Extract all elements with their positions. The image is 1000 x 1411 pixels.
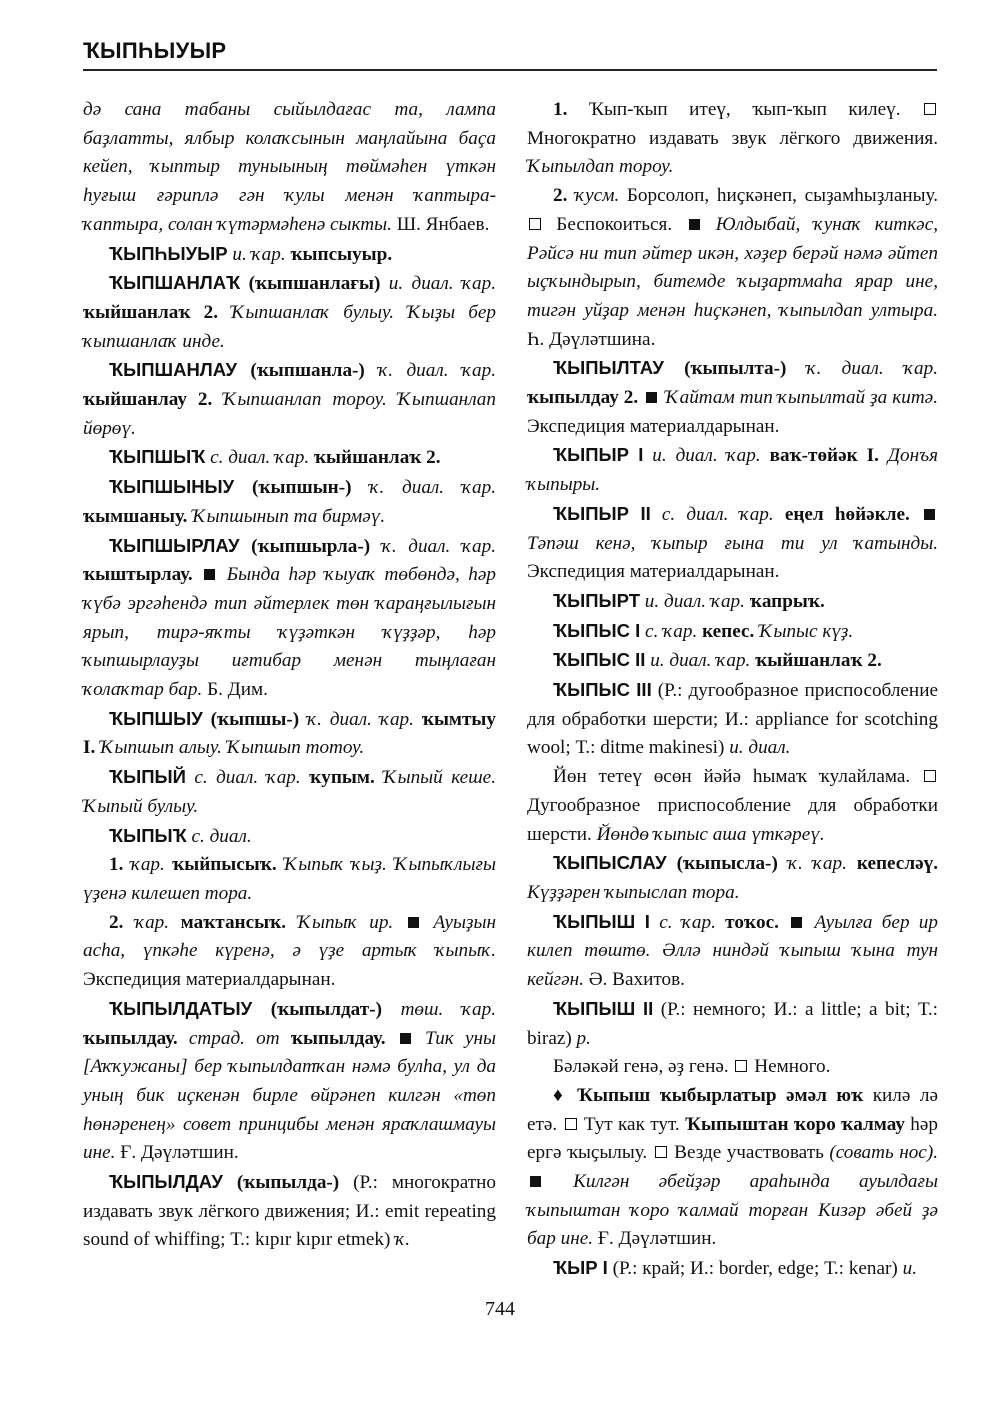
bold-text: (ҡыпылта-)	[663, 358, 787, 380]
bold-text: (ҡыпылдат-)	[252, 998, 382, 1020]
example-marker-icon	[791, 917, 802, 928]
dictionary-entry	[83, 705, 496, 763]
dictionary-entry	[527, 354, 938, 441]
bold-text: 1.	[553, 99, 568, 120]
text: һәр ергә ҡыҫылыу.	[527, 1113, 938, 1164]
entry-continuation	[83, 96, 496, 240]
italic-text: ҡар.	[123, 854, 165, 876]
bold-text: 2.	[553, 185, 568, 207]
text: Немного.	[749, 1056, 831, 1078]
text: Тут как тут.	[578, 1113, 686, 1135]
translation-marker-icon	[924, 103, 936, 115]
translation-marker-icon	[655, 1146, 667, 1158]
headword: ҠЫПЫЛДАУ	[109, 1171, 223, 1193]
left-column	[83, 96, 496, 1255]
dictionary-entry	[527, 500, 938, 587]
headword: ҠЫПЫС II	[553, 649, 646, 671]
italic-text: ҡ. диал. ҡар.	[351, 477, 496, 499]
italic-text: и.	[897, 1258, 917, 1280]
translation-marker-icon	[565, 1118, 577, 1130]
dictionary-entry	[527, 587, 938, 617]
italic-text: и. диал. ҡар.	[380, 273, 496, 295]
dictionary-entry	[527, 1082, 938, 1254]
bold-text: ҡыйшанлау 2.	[83, 389, 213, 411]
dictionary-entry	[527, 763, 938, 849]
text: (Р.: дугообразное приспособление для обработки шерсти; И.: appliance for scotching wool; Т.: ditme makinesi)	[527, 680, 938, 759]
headword: ҠЫПЫШ I	[553, 910, 650, 932]
italic-text: ҡ. диал. ҡар.	[370, 535, 496, 557]
italic-text: с. диал. ҡар.	[185, 767, 301, 789]
dictionary-entry	[83, 763, 496, 821]
italic-text: ҡ. диал. ҡар.	[364, 360, 496, 382]
bold-text: ҡыйшанлаҡ 2.	[83, 301, 218, 323]
bold-text: (ҡыпшанлағы)	[240, 273, 381, 295]
text: Һ. Дәүләтшина.	[527, 328, 656, 350]
italic-text: Күҙҙәрен ҡыпыслап тора.	[527, 881, 740, 903]
italic-text: Ҡыпшанлаҡ булыу. Ҡыҙы бер ҡыпшанлаҡ инде.	[83, 301, 497, 352]
text: Экспедиция материалдарынан.	[527, 561, 780, 583]
bold-text: кепес.	[697, 620, 755, 642]
text: Ш. Янбаев.	[391, 213, 490, 235]
dictionary-entry	[83, 269, 496, 356]
text: Йөн тетеү өсөн йәйә һымаҡ ҡулайлама.	[553, 766, 911, 788]
italic-text: Ҡайтам тип ҡыпылтай ҙа китә.	[660, 387, 938, 409]
headword: ҠЫПШЫРЛАУ	[109, 534, 240, 556]
italic-text: Ауылға бер ир килеп төштө. Әллә ниндәй ҡыпыш ҡына тун кейгән.	[527, 911, 938, 991]
bold-text: 1.	[109, 854, 124, 876]
text: Ҡып-ҡып итеү, ҡып-ҡып килеү.	[567, 99, 901, 120]
example-marker-icon	[530, 1176, 541, 1187]
dictionary-entry	[527, 1053, 938, 1082]
italic-text: с. ҡар.	[649, 911, 716, 933]
example-marker-icon	[646, 392, 657, 403]
text: Везде участвовать	[668, 1142, 824, 1164]
bold-text: ҡыйшанлаҡ 2.	[750, 650, 882, 672]
italic-text: Тәпәш кенә, ҡыпыр ғына ти ул ҡатынды.	[527, 532, 938, 554]
dictionary-entry	[527, 182, 938, 354]
bold-text: маҡтансыҡ.	[169, 911, 286, 933]
translation-marker-icon	[924, 770, 936, 782]
bold-text: ҡымтыу I.	[83, 708, 496, 759]
headword: ҠЫПЫРТ	[553, 589, 640, 611]
bold-text: еңел һөйәкле.	[773, 503, 910, 525]
headword: ҠЫПЫЙ	[109, 766, 186, 788]
italic-text: ҡ. диал. ҡар.	[786, 358, 938, 380]
dictionary-entry	[527, 1254, 938, 1284]
bold-text: ҡымшаныу.	[83, 505, 188, 527]
bold-text: ҡыпылдау.	[279, 1027, 386, 1049]
italic-text: и. диал.	[724, 737, 791, 759]
italic-text: с. ҡар.	[640, 620, 698, 642]
italic-text: Ҡыпый кеше. Ҡыпый булыу.	[83, 767, 496, 817]
italic-text: Ҡыпшанлап тороу. Ҡыпшанлап йөрөү.	[83, 389, 496, 439]
italic-text: төш. ҡар.	[381, 998, 496, 1020]
dictionary-entry	[527, 96, 938, 182]
text: (Р.: многократно издавать звук лёгкого движения; И.: emit repeating sound of whiffing; Т.: kıpır kıpır etmek)	[83, 1172, 496, 1251]
example-marker-icon	[204, 569, 215, 580]
headword: ҠЫПЫҠ	[109, 824, 187, 846]
bold-text: (ҡыпысла-)	[666, 853, 778, 875]
italic-text: Ауыҙын асһа, үпкәһе күренә, ә үҙе артыҡ ҡыпыҡ.	[83, 911, 497, 962]
text: Бәләкәй генә, әҙ генә.	[553, 1056, 729, 1078]
bold-text: ҡапрыҡ.	[744, 590, 825, 612]
italic-text: дә сана табаны сыйылдағас та, лампа баҙлатты, ялбыр колаҡсынын маңлайына баҫа кейеп, ҡыптыр туныының төймәһен үткән һуғыш ғәриплә гән ҡулы менән ҡаптыра-ҡаптыра, солан ҡүтәрмәһенә сыкты.	[83, 99, 496, 235]
italic-text: (совать нос).	[823, 1142, 939, 1164]
italic-text: Килгән әбейҙәр араһында ауылдағы ҡыпыштан ҡоро ҡалмай торған Кизәр әбей ҙә бар ине.	[527, 1171, 938, 1250]
example-marker-icon	[408, 917, 419, 928]
text: Ә. Вахитов.	[583, 969, 685, 991]
text: (Р.: немного; И.: a little; a bit; Т.: biraz)	[527, 998, 938, 1049]
headword: ҠЫПЫЛДАТЫУ	[109, 997, 253, 1019]
headword: ҠЫПШЫНЫУ	[109, 476, 235, 498]
bold-text: ҡыпылдау 2.	[527, 387, 639, 409]
italic-text: ҡ.	[390, 1229, 411, 1251]
italic-text: Донъя ҡыпыры.	[527, 445, 938, 496]
headword: ҠЫПЫЛТАУ	[553, 357, 664, 379]
headword: ҠЫПШЫҠ	[109, 446, 206, 468]
text: (Р.: край; И.: border, edge; Т.: kenar)	[607, 1258, 898, 1280]
text: Борсолоп, һиҫкәнеп, сыҙамһыҙланыу.	[619, 185, 939, 207]
italic-text: р.	[571, 1027, 591, 1049]
dictionary-entry	[527, 908, 938, 995]
italic-text: Ҡыпшынып та бирмәү.	[187, 505, 386, 527]
text: Дугообразное приспособление для обработки шерсти.	[527, 794, 938, 845]
translation-marker-icon	[735, 1060, 747, 1072]
italic-text: и. диал. ҡар.	[643, 445, 761, 467]
example-marker-icon	[689, 219, 700, 230]
italic-text: с. диал.	[186, 825, 252, 847]
headword: ҠЫПЫС I	[553, 619, 641, 641]
headword: ҠЫПЫР II	[553, 502, 651, 524]
italic-text: ҡусм.	[567, 185, 620, 207]
running-head: ҠЫПҺЫУЫР	[83, 38, 227, 63]
text: Экспедиция материалдарынан.	[83, 969, 336, 991]
bold-text: (ҡыпшанла-)	[236, 360, 365, 382]
bold-text: Ҡыпыш ҡыбырлатыр әмәл юҡ	[577, 1084, 864, 1106]
bold-text: ҡыпсыуыр.	[285, 243, 393, 265]
italic-text: Тик уны [Аҡҡужаны] бер ҡыпылдатҡан нәмә булһа, ул да уның бик иҫкенән бирле өйрәнеп килгән «төп һөнәренең» совет принцибы менән яраҡлашмауы ине.	[83, 1027, 497, 1164]
dictionary-entry	[83, 240, 496, 270]
text: ♦	[553, 1084, 578, 1106]
text: килә лә етә.	[527, 1084, 938, 1135]
italic-text: Ҡыпшып алыу. Ҡыпшып тотоу.	[95, 737, 365, 759]
dictionary-entry	[527, 676, 938, 763]
headword: ҠЫПШАНЛАУ	[109, 359, 237, 381]
bold-text: ҡыйпысыҡ.	[164, 854, 277, 876]
bold-text: ҡыпылдау.	[83, 1027, 178, 1049]
dictionary-entry	[83, 909, 496, 995]
page-number: 744	[485, 1298, 515, 1320]
dictionary-entry	[83, 532, 496, 705]
italic-text: Ҡыпыҡ ҡыҙ. Ҡыпыҡлығы үҙенә килешеп тора.	[83, 854, 497, 904]
bold-text: Ҡыпыштан ҡоро ҡалмау	[685, 1113, 905, 1135]
dictionary-entry	[83, 473, 496, 531]
italic-text: и. ҡар.	[227, 243, 286, 265]
italic-text: страд. от	[177, 1027, 280, 1049]
text: Б. Дим.	[202, 679, 268, 701]
example-marker-icon	[924, 509, 935, 520]
italic-text: с. диал. ҡар.	[205, 447, 310, 469]
bold-text: ҡыштырлау.	[83, 564, 193, 586]
italic-text: ҡар.	[123, 911, 170, 933]
text: Ғ. Дәүләтшин.	[115, 1142, 239, 1164]
headword: ҠЫПШЫУ	[109, 707, 203, 729]
dictionary-entry	[527, 995, 938, 1053]
bold-text: ҡупым.	[300, 767, 375, 789]
headword: ҠЫПШАНЛАҠ	[109, 272, 241, 294]
bold-text: (ҡыпылда-)	[222, 1172, 340, 1194]
translation-marker-icon	[529, 218, 541, 230]
right-column	[527, 96, 938, 1284]
page-header	[83, 38, 937, 64]
bold-text: ваҡ-төйәк I.	[760, 445, 879, 467]
italic-text: ҡ. ҡар.	[777, 853, 847, 875]
italic-text: и. диал. ҡар.	[645, 650, 751, 672]
italic-text: Ҡыпылдап тороу.	[527, 156, 674, 178]
dictionary-entry	[83, 1168, 496, 1255]
bold-text: ҡыйшанлаҡ 2.	[309, 447, 441, 469]
dictionary-entry	[83, 851, 496, 908]
example-marker-icon	[400, 1033, 411, 1044]
headword: ҠЫР I	[553, 1257, 608, 1279]
italic-text: Бында һәр ҡыуаҡ төбөндә, һәр ҡүбә эргәһендә тип әйтерлек төн ҡараңғылығын ярып, тирә-яҡты ҡүҙәткән ҡүҙҙәр, һәр ҡыпшырлауҙы иғтибар менән тыңлаған ҡолаҡтар бар.	[83, 564, 496, 701]
bold-text: 2.	[109, 911, 124, 933]
italic-text: и. диал. ҡар.	[640, 590, 745, 612]
dictionary-entry	[83, 822, 496, 852]
text: Ғ. Дәүләтшин.	[593, 1228, 717, 1250]
dictionary-entry	[527, 849, 938, 907]
dictionary-entry	[527, 441, 938, 499]
dictionary-entry	[83, 995, 496, 1168]
header-rule	[83, 69, 937, 71]
italic-text: Йөндө ҡыпыс аша үткәреү.	[591, 823, 825, 845]
dictionary-entry	[83, 443, 496, 473]
headword: ҠЫПЫСЛАУ	[553, 852, 667, 874]
bold-text: (ҡыпшын-)	[234, 477, 352, 499]
italic-text: ҡ. диал. ҡар.	[299, 708, 414, 730]
bold-text: тоҡос.	[715, 911, 779, 933]
dictionary-entry	[527, 617, 938, 647]
text: Многократно издавать звук лёгкого движения.	[527, 127, 938, 149]
italic-text: Ҡыпыс күҙ.	[754, 620, 854, 642]
bold-text: (ҡыпшырла-)	[239, 535, 371, 557]
dictionary-entry	[83, 356, 496, 443]
headword: ҠЫПҺЫУЫР	[109, 242, 228, 264]
italic-text: с. диал. ҡар.	[650, 503, 774, 525]
italic-text: Ҡыпыҡ ир.	[286, 911, 394, 933]
dictionary-entry	[527, 646, 938, 676]
bold-text: кепесләү.	[846, 853, 938, 875]
bold-text: (ҡыпшы-)	[202, 708, 300, 730]
headword: ҠЫПЫШ II	[553, 997, 654, 1019]
text: Экспедиция материалдарынан.	[527, 415, 780, 437]
italic-text: Юлдыбай, ҡунаҡ киткәс, Рәйсә ни тип әйтер икән, хәҙер берәй нәмә әйтеп ыҫҡындырып, битемде ҡыҙартмаһа ярар ине, тигән уйҙар менән һиҫкәнеп, ҡыпылдап ултыра.	[527, 213, 939, 321]
headword: ҠЫПЫР I	[553, 444, 644, 466]
text: Беспокоиться.	[543, 213, 673, 235]
headword: ҠЫПЫС III	[553, 679, 652, 701]
